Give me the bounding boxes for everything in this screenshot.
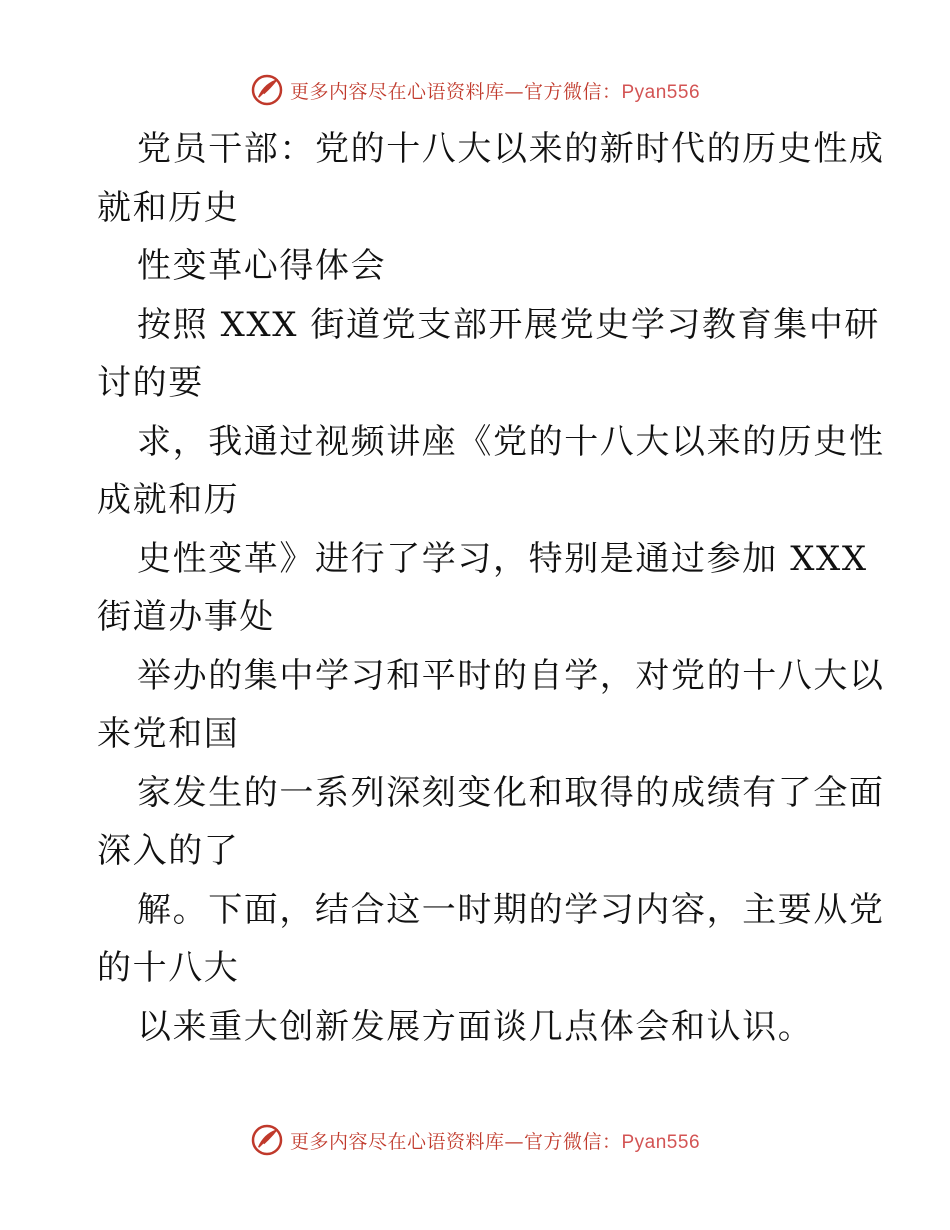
document-line: 史性变革》进行了学习，特别是通过参加 XXX bbox=[137, 538, 868, 579]
document-line: 来党和国 bbox=[97, 714, 240, 754]
watermark-brand: 更多内容尽在心语资料库 bbox=[289, 80, 505, 103]
watermark-text bbox=[290, 77, 700, 104]
watermark-separator: — bbox=[504, 80, 524, 103]
document-line: 求，我通过视频讲座《党的十八大以来的历史性 bbox=[137, 421, 885, 462]
document-line: 的十八大 bbox=[97, 948, 240, 988]
document-line: 深入的了 bbox=[97, 831, 240, 871]
document-line: 就和历史 bbox=[97, 187, 240, 228]
watermark-wechat-label: 官方微信： bbox=[523, 1130, 622, 1153]
watermark-brand: 更多内容尽在心语资料库 bbox=[289, 1130, 505, 1153]
document-line: 党员干部：党的十八大以来的新时代的历史性成 bbox=[137, 129, 885, 169]
header-watermark bbox=[0, 70, 950, 110]
quill-seal-icon bbox=[250, 73, 284, 107]
footer-watermark bbox=[0, 1120, 950, 1160]
quill-seal-icon bbox=[250, 1123, 284, 1157]
document-line: 按照 XXX 街道党支部开展党史学习教育集中研 bbox=[137, 304, 881, 345]
document-line: 解。下面，结合这一时期的学习内容，主要从党 bbox=[137, 889, 885, 930]
document-line: 家发生的一系列深刻变化和取得的成绩有了全面 bbox=[137, 772, 885, 813]
document-line: 以来重大创新发展方面谈几点体会和认识。 bbox=[137, 1006, 814, 1047]
watermark-wechat-label: 官方微信： bbox=[523, 80, 622, 103]
document-body bbox=[97, 120, 885, 1056]
watermark-separator: — bbox=[504, 1130, 524, 1153]
watermark-text bbox=[290, 1127, 700, 1154]
document-line: 讨的要 bbox=[97, 363, 204, 403]
document-line: 成就和历 bbox=[97, 480, 240, 520]
document-line: 街道办事处 bbox=[97, 597, 275, 637]
document-line: 性变革心得体会 bbox=[137, 246, 387, 286]
document-line: 举办的集中学习和平时的自学，对党的十八大以 bbox=[137, 655, 885, 696]
watermark-handle: Pyan556 bbox=[621, 1131, 701, 1153]
watermark-handle: Pyan556 bbox=[621, 81, 701, 103]
